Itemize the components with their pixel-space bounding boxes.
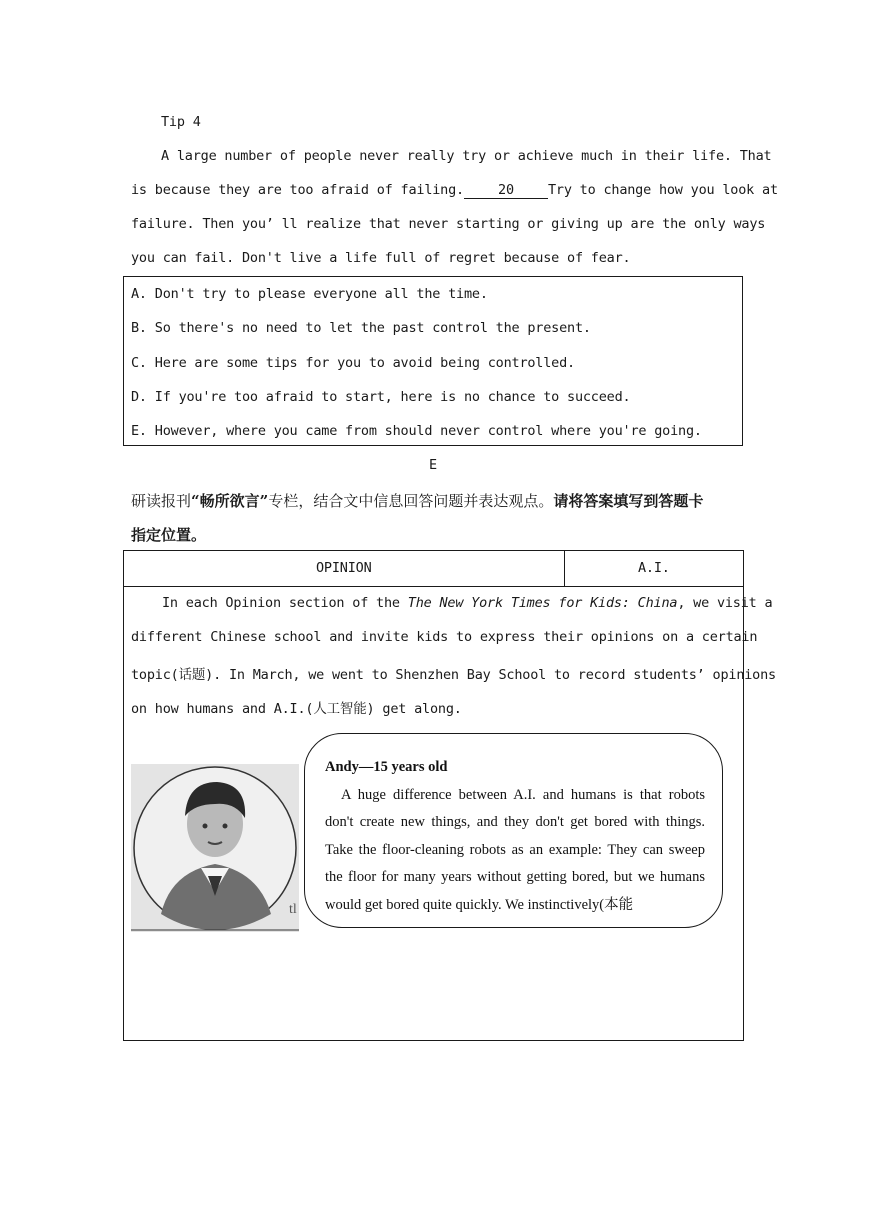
column-name: 畅所欲言: [199, 492, 260, 510]
bubble-content: [325, 754, 705, 919]
header-ai: A.I.: [638, 560, 670, 576]
instruction-part-2: 专栏，结合文中信息回答问题并表达观点。: [268, 492, 554, 510]
option-a: A. Don't try to please everyone all the time.: [131, 286, 488, 302]
options-box: [123, 276, 743, 446]
tip-line-3: failure. Then you’ ll realize that never starting or giving up are the only ways: [131, 216, 766, 232]
intro-line-1-after: , we visit a: [677, 595, 773, 611]
intro-line-4: on how humans and A.I.(人工智能) get along.: [131, 701, 462, 717]
bubble-name: Andy—15 years old: [325, 759, 448, 775]
instruction-bold-1: 请将答案填写到答题卡: [553, 492, 704, 510]
tip-line-1: A large number of people never really try or achieve much in their life. That: [161, 148, 772, 164]
header-opinion: OPINION: [316, 560, 372, 576]
instruction-line-2: [131, 524, 206, 545]
speech-bubble: [304, 733, 723, 928]
intro-line-3: topic(话题). In March, we went to Shenzhen Bay School to record students’ opinions: [131, 667, 776, 683]
student-portrait-image: [131, 764, 299, 932]
student-photo: [131, 764, 299, 932]
instruction-bold-2: 指定位置。: [131, 526, 207, 544]
intro-line-2: different Chinese school and invite kids to express their opinions on a certain: [131, 629, 758, 645]
tip-line-2-after: Try to change how you look at: [547, 182, 778, 198]
answer-blank-20[interactable]: 20: [464, 182, 548, 199]
section-letter: E: [429, 457, 437, 473]
instruction-quote-open: “: [191, 492, 200, 510]
tip-line-2: [131, 182, 778, 199]
newspaper-title: The New York Times for Kids: China: [407, 595, 678, 611]
option-e: E. However, where you came from should never control where you're going.: [131, 423, 702, 439]
instruction-quote-close: ”: [259, 492, 269, 510]
option-b: B. So there's no need to let the past control the present.: [131, 320, 591, 336]
header-divider: [564, 551, 565, 586]
intro-line-1-before: In each Opinion section of the: [162, 595, 408, 611]
intro-line-1: [162, 595, 772, 611]
instruction-part-1: 研读报刊: [131, 492, 192, 510]
tip-title: Tip 4: [161, 114, 201, 130]
instruction-line-1: [131, 490, 703, 511]
bubble-text: A huge difference between A.I. and humans is that robots don't create new things, and they don't get bored with things. Take the floor-cleaning robots as an example: They can sweep the floor for many years without getting bored, but we humans would get bored quite quickly. We instinctively(本能: [325, 786, 705, 913]
option-d: D. If you're too afraid to start, here is no chance to succeed.: [131, 389, 631, 405]
tip-line-4: you can fail. Don't live a life full of regret because of fear.: [131, 250, 631, 266]
option-c: C. Here are some tips for you to avoid being controlled.: [131, 355, 575, 371]
header-separator: [124, 586, 743, 587]
photo-caption: tl: [289, 902, 297, 917]
tip-line-2-before: is because they are too afraid of failing.: [131, 182, 464, 198]
